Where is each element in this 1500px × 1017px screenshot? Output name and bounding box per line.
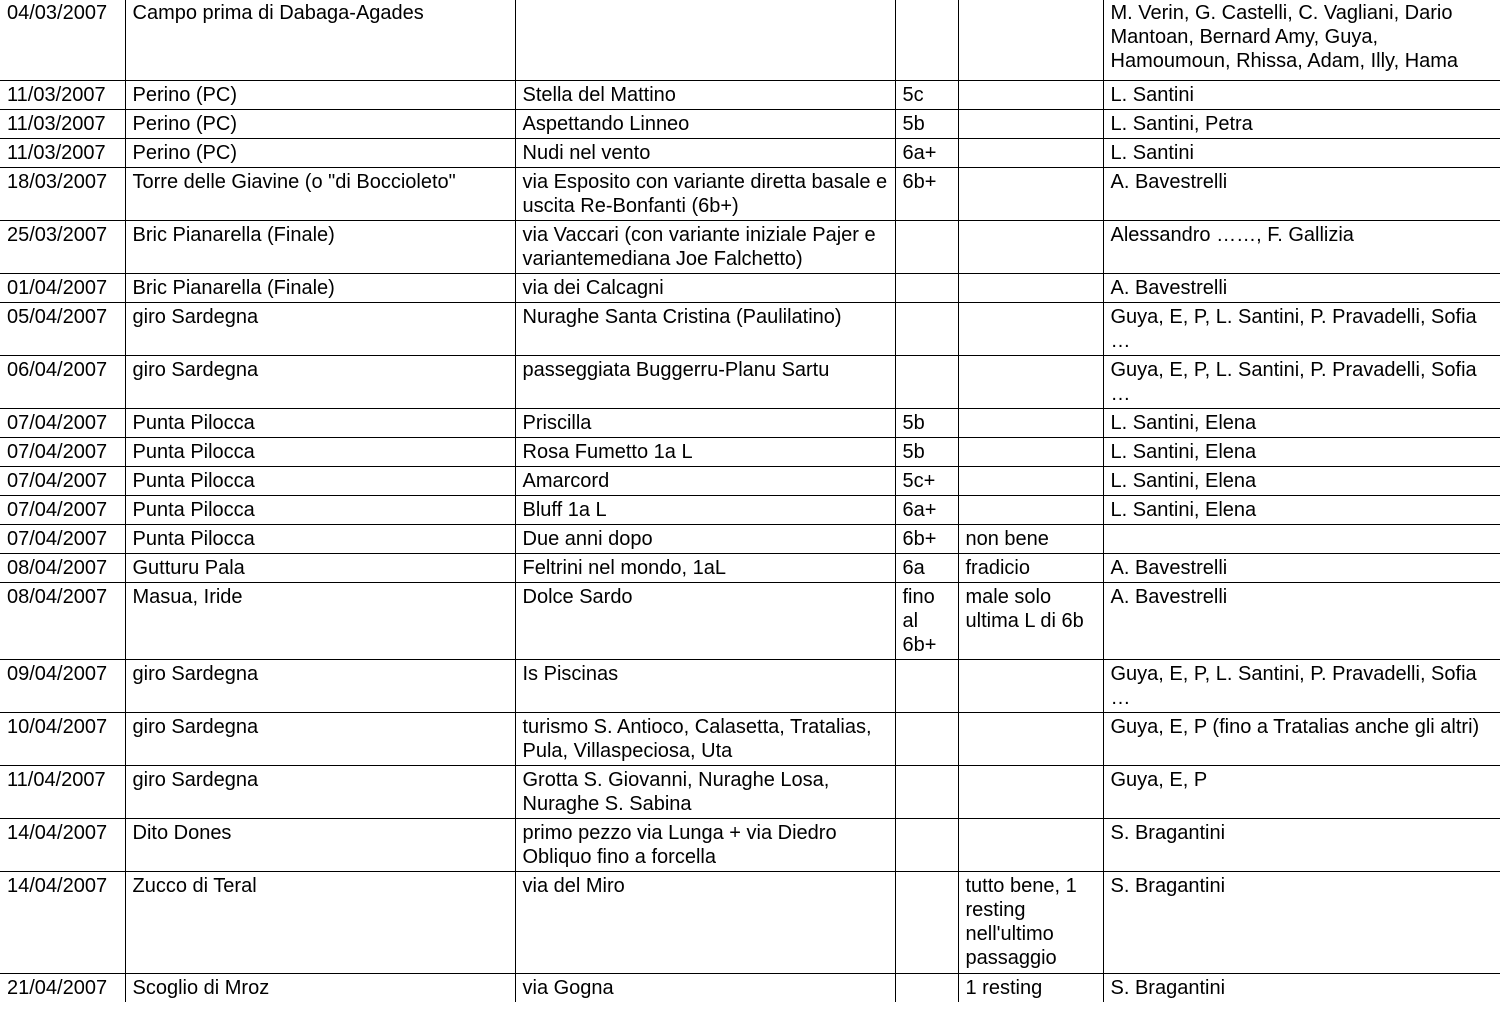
grade-cell [895,974,958,1003]
route-cell: Rosa Fumetto 1a L [515,438,895,467]
partners-cell: L. Santini, Petra [1103,110,1500,139]
table-row [0,110,1500,139]
place-cell: Dito Dones [125,819,515,872]
partners-cell: L. Santini, Elena [1103,467,1500,496]
place-cell: giro Sardegna [125,713,515,766]
notes-cell: 1 resting [958,974,1103,1003]
place-cell: Masua, Iride [125,583,515,660]
table-row [0,81,1500,110]
date-cell: 14/04/2007 [0,872,125,974]
partners-cell [1103,525,1500,554]
date-cell: 07/04/2007 [0,438,125,467]
partners-cell: A. Bavestrelli [1103,554,1500,583]
route-cell: Is Piscinas [515,660,895,713]
notes-cell [958,660,1103,713]
notes-cell [958,110,1103,139]
partners-cell: L. Santini [1103,139,1500,168]
table-row [0,139,1500,168]
table-row [0,438,1500,467]
notes-cell [958,409,1103,438]
date-cell: 07/04/2007 [0,467,125,496]
notes-cell [958,438,1103,467]
route-cell: primo pezzo via Lunga + via Diedro Obliquo fino a forcella [515,819,895,872]
grade-cell [895,303,958,356]
table-row [0,819,1500,872]
notes-cell [958,81,1103,110]
place-cell: giro Sardegna [125,660,515,713]
date-cell: 05/04/2007 [0,303,125,356]
notes-cell: fradicio [958,554,1103,583]
date-cell: 04/03/2007 [0,0,125,81]
place-cell: Punta Pilocca [125,438,515,467]
table-row [0,525,1500,554]
partners-cell: L. Santini [1103,81,1500,110]
date-cell: 21/04/2007 [0,974,125,1003]
partners-cell: Guya, E, P (fino a Tratalias anche gli altri) [1103,713,1500,766]
route-cell: Due anni dopo [515,525,895,554]
place-cell: Punta Pilocca [125,525,515,554]
date-cell: 07/04/2007 [0,409,125,438]
table-row [0,467,1500,496]
route-cell: passeggiata Buggerru-Planu Sartu [515,356,895,409]
route-cell: via Vaccari (con variante iniziale Pajer e variantemediana Joe Falchetto) [515,221,895,274]
place-cell: Punta Pilocca [125,409,515,438]
partners-cell: S. Bragantini [1103,872,1500,974]
partners-cell: A. Bavestrelli [1103,274,1500,303]
date-cell: 01/04/2007 [0,274,125,303]
notes-cell [958,467,1103,496]
route-cell: Aspettando Linneo [515,110,895,139]
notes-cell [958,0,1103,81]
date-cell: 11/03/2007 [0,81,125,110]
place-cell: giro Sardegna [125,766,515,819]
date-cell: 06/04/2007 [0,356,125,409]
date-cell: 09/04/2007 [0,660,125,713]
route-cell: via Esposito con variante diretta basale e uscita Re-Bonfanti (6b+) [515,168,895,221]
partners-cell: L. Santini, Elena [1103,438,1500,467]
table-row [0,974,1500,1003]
place-cell: Torre delle Giavine (o "di Boccioleto" [125,168,515,221]
grade-cell [895,221,958,274]
route-cell: via dei Calcagni [515,274,895,303]
table-row [0,554,1500,583]
notes-cell [958,274,1103,303]
route-cell: Feltrini nel mondo, 1aL [515,554,895,583]
date-cell: 07/04/2007 [0,496,125,525]
notes-cell [958,139,1103,168]
grade-cell [895,274,958,303]
grade-cell: 6b+ [895,525,958,554]
table-row [0,583,1500,660]
partners-cell: L. Santini, Elena [1103,409,1500,438]
date-cell: 10/04/2007 [0,713,125,766]
partners-cell: Guya, E, P, L. Santini, P. Pravadelli, Sofia … [1103,303,1500,356]
partners-cell: A. Bavestrelli [1103,583,1500,660]
date-cell: 18/03/2007 [0,168,125,221]
table-row [0,409,1500,438]
place-cell: Bric Pianarella (Finale) [125,274,515,303]
grade-cell: 6a [895,554,958,583]
table-row [0,221,1500,274]
partners-cell: M. Verin, G. Castelli, C. Vagliani, Dario Mantoan, Bernard Amy, Guya, Hamoumoun, Rhissa, Adam, Illy, Hama [1103,0,1500,81]
notes-cell [958,766,1103,819]
table-row [0,713,1500,766]
partners-cell: A. Bavestrelli [1103,168,1500,221]
table-row [0,766,1500,819]
date-cell: 14/04/2007 [0,819,125,872]
route-cell: Nuraghe Santa Cristina (Paulilatino) [515,303,895,356]
grade-cell: 5c [895,81,958,110]
notes-cell [958,496,1103,525]
table-row [0,872,1500,974]
notes-cell [958,356,1103,409]
notes-cell: male solo ultima L di 6b [958,583,1103,660]
notes-cell [958,713,1103,766]
place-cell: Punta Pilocca [125,467,515,496]
date-cell: 08/04/2007 [0,554,125,583]
date-cell: 07/04/2007 [0,525,125,554]
route-cell: Dolce Sardo [515,583,895,660]
date-cell: 25/03/2007 [0,221,125,274]
partners-cell: S. Bragantini [1103,974,1500,1003]
grade-cell [895,713,958,766]
notes-cell: tutto bene, 1 resting nell'ultimo passaggio [958,872,1103,974]
notes-cell [958,303,1103,356]
grade-cell: 5b [895,438,958,467]
table-row [0,356,1500,409]
place-cell: giro Sardegna [125,303,515,356]
route-cell: Priscilla [515,409,895,438]
grade-cell: 5c+ [895,467,958,496]
grade-cell [895,766,958,819]
grade-cell [895,660,958,713]
grade-cell [895,356,958,409]
grade-cell: 5b [895,409,958,438]
grade-cell: 6b+ [895,168,958,221]
place-cell: Perino (PC) [125,110,515,139]
route-cell: Amarcord [515,467,895,496]
place-cell: Campo prima di Dabaga-Agades [125,0,515,81]
table-row [0,660,1500,713]
grade-cell [895,819,958,872]
route-cell: via del Miro [515,872,895,974]
grade-cell: 5b [895,110,958,139]
place-cell: Perino (PC) [125,139,515,168]
date-cell: 08/04/2007 [0,583,125,660]
place-cell: Punta Pilocca [125,496,515,525]
grade-cell [895,872,958,974]
place-cell: Scoglio di Mroz [125,974,515,1003]
partners-cell: L. Santini, Elena [1103,496,1500,525]
partners-cell: Guya, E, P, L. Santini, P. Pravadelli, Sofia … [1103,356,1500,409]
table-row [0,168,1500,221]
date-cell: 11/03/2007 [0,139,125,168]
table-row [0,274,1500,303]
partners-cell: Guya, E, P, L. Santini, P. Pravadelli, Sofia … [1103,660,1500,713]
route-cell [515,0,895,81]
partners-cell: Alessandro ……, F. Gallizia [1103,221,1500,274]
grade-cell [895,0,958,81]
place-cell: Zucco di Teral [125,872,515,974]
partners-cell: Guya, E, P [1103,766,1500,819]
place-cell: Bric Pianarella (Finale) [125,221,515,274]
notes-cell [958,221,1103,274]
table-row [0,0,1500,81]
grade-cell: 6a+ [895,139,958,168]
place-cell: Perino (PC) [125,81,515,110]
date-cell: 11/04/2007 [0,766,125,819]
grade-cell: 6a+ [895,496,958,525]
notes-cell: non bene [958,525,1103,554]
route-cell: turismo S. Antioco, Calasetta, Tratalias, Pula, Villaspeciosa, Uta [515,713,895,766]
route-cell: Grotta S. Giovanni, Nuraghe Losa, Nuraghe S. Sabina [515,766,895,819]
place-cell: giro Sardegna [125,356,515,409]
partners-cell: S. Bragantini [1103,819,1500,872]
route-cell: Nudi nel vento [515,139,895,168]
route-cell: Stella del Mattino [515,81,895,110]
route-cell: Bluff 1a L [515,496,895,525]
place-cell: Gutturu Pala [125,554,515,583]
route-cell: via Gogna [515,974,895,1003]
grade-cell: fino al 6b+ [895,583,958,660]
table-row [0,303,1500,356]
date-cell: 11/03/2007 [0,110,125,139]
notes-cell [958,168,1103,221]
notes-cell [958,819,1103,872]
table-row [0,496,1500,525]
